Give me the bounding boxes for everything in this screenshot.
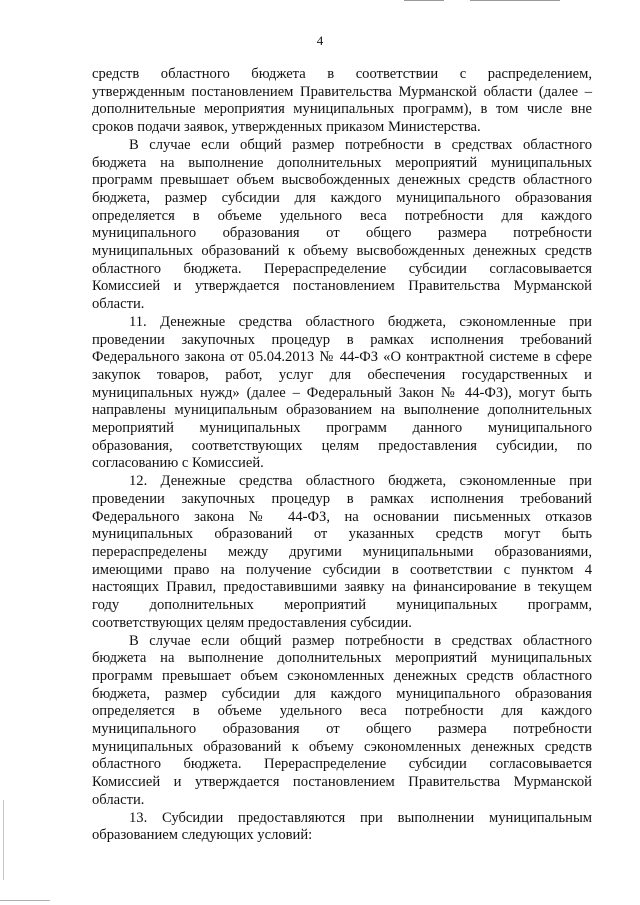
text-line: закупок товаров, работ, услуг для обеспечения государственных и <box>92 366 592 383</box>
text-line: сроков подачи заявок, утвержденных приказом Министерства. <box>92 119 481 136</box>
text-line: областного бюджета. Перераспределение субсидии согласовывается <box>92 756 592 773</box>
page-number: 4 <box>316 33 324 48</box>
text-line: Федерального закона № 44-ФЗ, на основании письменных отказов <box>92 508 592 525</box>
text-line: области. <box>92 296 145 313</box>
text-line: бюджета на выполнение дополнительных мероприятий муниципальных <box>92 154 592 171</box>
paragraph <box>92 633 592 810</box>
text-line: дополнительные мероприятия муниципальных программ), в том числе вне <box>92 101 592 118</box>
text-line: муниципального образования от общего размера потребности <box>92 721 592 738</box>
text-line: В случае если общий размер потребности в средствах областного <box>129 632 592 649</box>
text-line: 12. Денежные средства областного бюджета, сэкономленные при <box>129 473 592 490</box>
text-line: имеющими право на получение субсидии в соответствии с пунктом 4 <box>92 561 592 578</box>
text-line: определяется в объеме удельного веса потребности для каждого <box>92 703 592 720</box>
text-line: бюджета на выполнение дополнительных мероприятий муниципальных <box>92 650 592 667</box>
text-line: утвержденным постановлением Правительства Мурманской области (далее – <box>92 83 592 100</box>
text-line: муниципальных нужд» (далее – Федеральный Закон № 44-ФЗ), могут быть <box>92 384 592 401</box>
text-line: проведении закупочных процедур в рамках исполнения требований <box>92 490 592 507</box>
text-line: 11. Денежные средства областного бюджета, сэкономленные при <box>129 313 592 330</box>
paragraph <box>92 473 592 632</box>
text-line: муниципальных образований к объему сэкономленных денежных средств <box>92 738 592 755</box>
scan-edge-mark <box>3 800 4 880</box>
text-line: образования, соответствующих целям предоставления субсидии, по <box>92 437 592 454</box>
scan-edge-mark-bottom <box>0 900 50 901</box>
text-line: Комиссией и утверждается постановлением Правительства Мурманской <box>92 278 592 295</box>
text-line: программ превышает объем высвобожденных денежных средств областного <box>92 172 592 189</box>
text-line: области. <box>92 791 145 808</box>
text-line: мероприятий муниципальных программ данного муниципального <box>92 420 592 437</box>
text-line: программ превышает объем сэкономленных денежных средств областного <box>92 667 592 684</box>
text-line: проведении закупочных процедур в рамках исполнения требований <box>92 331 592 348</box>
scan-mark-top-2 <box>470 0 560 1</box>
text-line: В случае если общий размер потребности в средствах областного <box>129 136 592 153</box>
text-line: перераспределены между другими муниципальными образованиями, <box>92 543 592 560</box>
text-line: году дополнительных мероприятий муниципальных программ, <box>92 597 592 614</box>
text-line: муниципальных образований к объему высвобожденных денежных средств <box>92 243 592 260</box>
text-line: муниципальных образований от указанных средств могут быть <box>92 526 592 543</box>
text-line: соответствующих целям предоставления субсидии. <box>92 614 412 631</box>
text-line: 13. Субсидии предоставляются при выполнении муниципальным <box>129 809 592 826</box>
paragraph <box>92 66 592 137</box>
text-line: областного бюджета. Перераспределение субсидии согласовывается <box>92 260 592 277</box>
text-line: определяется в объеме удельного веса потребности для каждого <box>92 207 592 224</box>
text-line: образованием следующих условий: <box>92 827 313 844</box>
document-body <box>92 66 592 845</box>
text-line: Федерального закона от 05.04.2013 № 44-ФЗ «О контрактной системе в сфере <box>92 349 592 366</box>
text-line: Комиссией и утверждается постановлением Правительства Мурманской <box>92 774 592 791</box>
paragraph <box>92 137 592 314</box>
text-line: направлены муниципальным образованием на выполнение дополнительных <box>92 402 592 419</box>
paragraph <box>92 314 592 473</box>
text-line: муниципального образования от общего размера потребности <box>92 225 592 242</box>
text-line: согласованию с Комиссией. <box>92 455 264 472</box>
scan-mark-top-1 <box>404 0 444 1</box>
text-line: бюджета, размер субсидии для каждого муниципального образования <box>92 189 592 206</box>
text-line: настоящих Правил, предоставившими заявку на финансирование в текущем <box>92 579 592 596</box>
text-line: бюджета, размер субсидии для каждого муниципального образования <box>92 685 592 702</box>
text-line: средств областного бюджета в соответствии с распределением, <box>92 66 592 82</box>
paragraph <box>92 810 592 845</box>
